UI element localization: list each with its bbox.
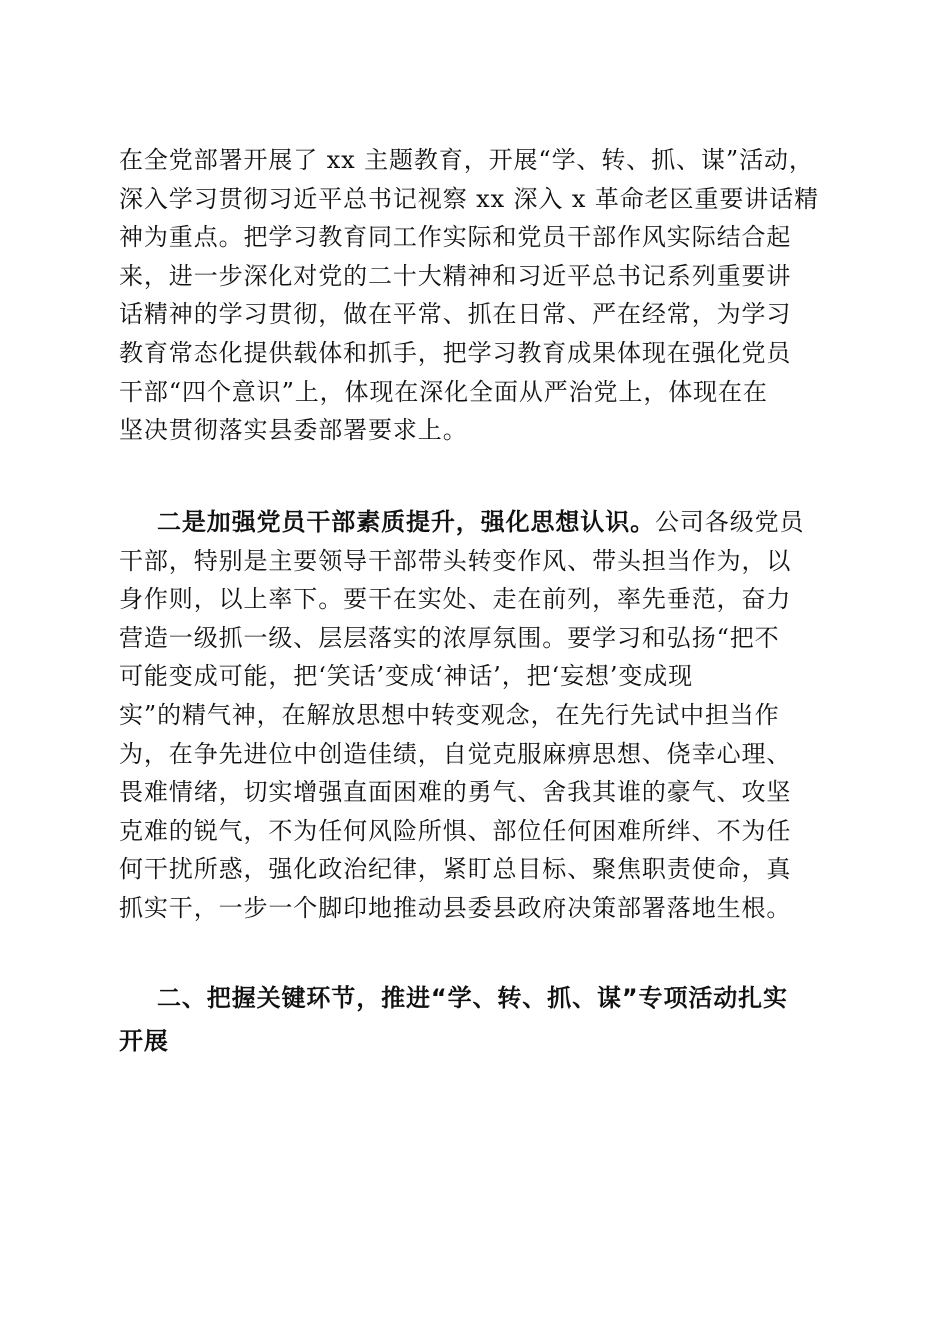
section-heading-line: 二、把握关键环节，推进“学、转、抓、谋”专项活动扎实 bbox=[157, 984, 788, 1012]
paragraph-1-line: 干部“四个意识”上，体现在深化全面从严治党上，体现在在 bbox=[119, 377, 768, 406]
paragraph-1-line: 神为重点。把学习教育同工作实际和党员干部作风实际结合起 bbox=[119, 223, 792, 252]
paragraph-1-line: 坚决贯彻落实县委部署要求上。 bbox=[119, 416, 468, 445]
paragraph-2 bbox=[119, 503, 831, 928]
paragraph-2-line: 身作则，以上率下。要干在实处、走在前列，率先垂范，奋力 bbox=[119, 585, 792, 614]
paragraph-2-line: 克难的锐气，不为任何风险所惧、部位任何困难所绊、不为任 bbox=[119, 816, 792, 845]
paragraph-2-line: 畏难情绪，切实增强直面困难的勇气、舍我其谁的豪气、攻坚 bbox=[119, 778, 792, 807]
paragraph-2-line: 为，在争先进位中创造佳绩，自觉克服麻痹思想、侥幸心理、 bbox=[119, 739, 792, 768]
paragraph-2-first-line bbox=[119, 503, 831, 542]
paragraph-1-line: 来，进一步深化对党的二十大精神和习近平总书记系列重要讲 bbox=[119, 261, 792, 290]
paragraph-1-line: 话精神的学习贯彻，做在平常、抓在日常、严在经常，为学习 bbox=[119, 300, 792, 329]
paragraph-2-line: 干部，特别是主要领导干部带头转变作风、带头担当作为，以 bbox=[119, 546, 792, 575]
section-heading-line: 开展 bbox=[119, 1027, 169, 1055]
paragraph-2-line: 可能变成可能，把‘笑话’变成‘神话’，把‘妄想’变成现 bbox=[119, 662, 694, 691]
section-heading bbox=[119, 977, 831, 1063]
paragraph-2-line: 实”的精气神，在解放思想中转变观念，在先行先试中担当作 bbox=[119, 700, 780, 729]
paragraph-2-line: 何干扰所惑，强化政治纪律，紧盯总目标、聚焦职责使命，真 bbox=[119, 855, 792, 884]
paragraph-1 bbox=[119, 141, 831, 450]
paragraph-2-line: 营造一级抓一级、层层落实的浓厚氛围。要学习和弘扬“把不 bbox=[119, 623, 780, 652]
paragraph-2-first-line-rest: 公司各级党员 bbox=[655, 508, 805, 536]
paragraph-1-line: 深入学习贯彻习近平总书记视察 xx 深入 x 革命老区重要讲话精 bbox=[119, 184, 819, 213]
paragraph-2-lead-heading: 二是加强党员干部素质提升，强化思想认识。 bbox=[157, 508, 655, 536]
paragraph-1-line: 教育常态化提供载体和抓手，把学习教育成果体现在强化党员 bbox=[119, 338, 792, 367]
paragraph-1-line: 在全党部署开展了 xx 主题教育，开展“学、转、抓、谋”活动， bbox=[119, 146, 814, 174]
paragraph-2-line: 抓实干，一步一个脚印地推动县委县政府决策部署落地生根。 bbox=[119, 893, 792, 922]
